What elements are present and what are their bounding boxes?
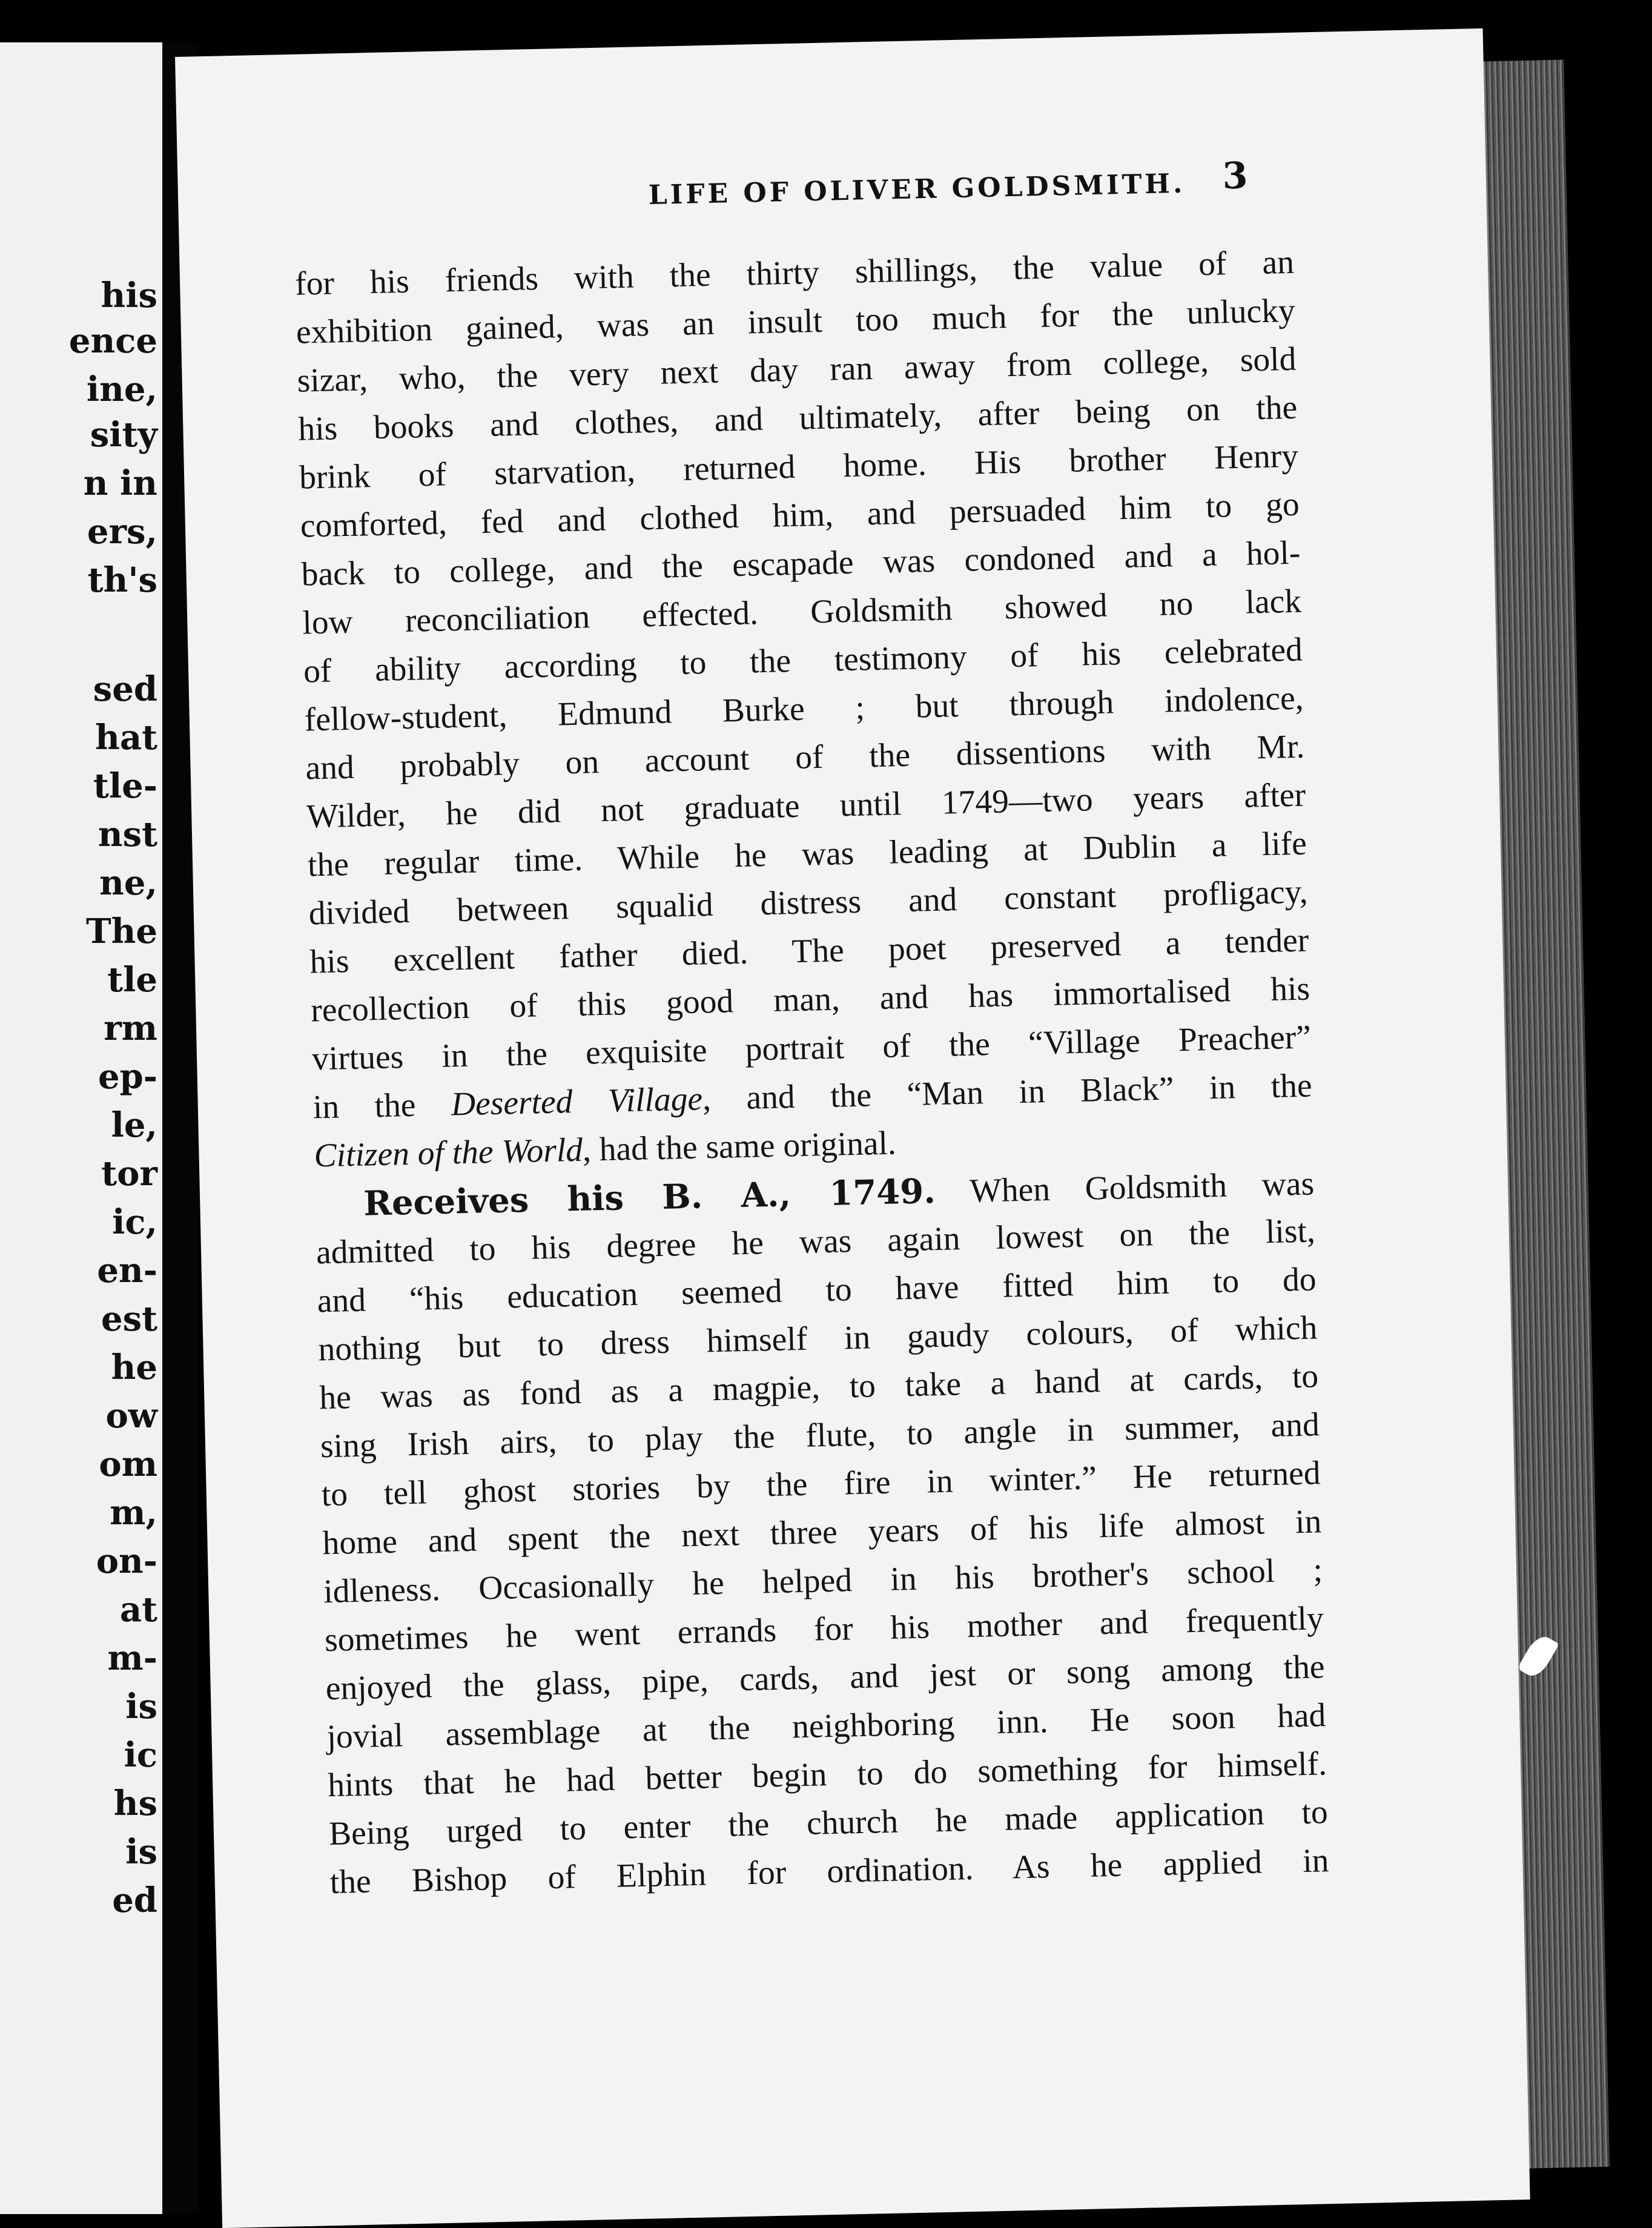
text-line: sing Irish airs, to play the flute, to angle in summer, and <box>320 1406 1320 1466</box>
left-page-fragment: ne, <box>99 863 157 903</box>
text-line: exhibition gained, was an insult too much for the unlucky <box>296 292 1296 351</box>
left-page-fragment: ine, <box>86 369 157 409</box>
section-first-line: Receives his B. A., 1749. When Goldsmith was <box>363 1165 1315 1224</box>
body-text <box>294 239 1329 1907</box>
text-line: brink of starvation, returned home. His brother Henry <box>299 437 1299 497</box>
text-line: divided between squalid distress and constant profligacy, <box>308 873 1309 933</box>
text-line: Being urged to enter the church he made application to <box>328 1794 1329 1853</box>
left-page-fragment: ep- <box>97 1057 157 1097</box>
left-page-fragment: is <box>125 1832 157 1872</box>
left-page-fragment: sed <box>93 669 157 709</box>
left-page-fragment: hs <box>113 1783 157 1823</box>
left-page-fragment: tle <box>107 960 157 1000</box>
left-page-fragment: is <box>125 1687 157 1727</box>
left-page-fragment: sity <box>90 415 157 455</box>
text-line: hints that he had better begin to do something for himself. <box>327 1745 1327 1805</box>
text-line: and “his education seemed to have fitted him to do <box>317 1261 1317 1320</box>
left-page-fragment: n in <box>83 463 157 503</box>
left-page-fragment: he <box>111 1347 157 1387</box>
left-page-fragment: at <box>119 1590 157 1630</box>
left-page-fragment: le, <box>111 1105 157 1145</box>
left-page-fragment: his <box>101 276 157 316</box>
left-page-fragment: rm <box>104 1008 157 1048</box>
text-line: of ability according to the testimony of his celebrated <box>303 631 1303 690</box>
paragraph-1 <box>294 239 1311 1084</box>
text-line: fellow-student, Edmund Burke ; but through indolence, <box>304 679 1304 739</box>
page-number: 3 <box>1221 154 1249 198</box>
text-line: enjoyed the glass, pipe, cards, and jest or song among the <box>325 1648 1326 1708</box>
text-line: recollection of this good man, and has immortalised his <box>310 970 1310 1030</box>
left-page-fragment: en- <box>97 1251 157 1291</box>
running-head: LIFE OF OLIVER GOLDSMITH. <box>648 168 1186 211</box>
left-page-fragment: tle- <box>93 766 157 806</box>
italic-title: Deserted Village <box>451 1080 703 1123</box>
left-page-fragment: ence <box>68 321 157 361</box>
text-line: to tell ghost stories by the fire in winter.” He returned <box>321 1455 1321 1514</box>
left-page-fragment: m- <box>107 1638 157 1678</box>
left-page-fragment: nst <box>97 815 157 855</box>
text-line: in the Deserted Village, and the “Man in Black” in the <box>312 1067 1313 1126</box>
left-page-fragment: th's <box>87 560 157 600</box>
text-line: home and spent the next three years of his life almost in <box>322 1503 1322 1562</box>
left-page-fragment: ers, <box>87 512 157 552</box>
text-line: sometimes he went errands for his mother and frequently <box>324 1600 1324 1659</box>
left-page-fragment: The <box>85 911 157 951</box>
left-page-fragment: m, <box>110 1493 157 1533</box>
right-page <box>175 28 1530 2228</box>
text-line: jovial assemblage at the neighboring inn. He soon had <box>326 1697 1326 1756</box>
text-line: idleness. Occasionally he helped in his brother's school ; <box>323 1552 1323 1611</box>
text-line: comforted, fed and clothed him, and persuaded him to go <box>300 486 1300 545</box>
text-line: the regular time. While he was leading at Dublin a life <box>307 825 1307 884</box>
text-line: Wilder, he did not graduate until 1749—two years after <box>306 776 1306 836</box>
left-page-fragment: on- <box>96 1541 157 1581</box>
text-line: and probably on account of the dissentions with Mr. <box>305 728 1305 787</box>
left-page-fragment: ic <box>124 1735 157 1775</box>
left-page-fragment: om <box>99 1444 157 1484</box>
left-page-fragment: ic, <box>112 1202 157 1242</box>
section-heading: Receives his B. A., 1749. <box>363 1171 936 1224</box>
paragraph-2 <box>316 1207 1329 1907</box>
text-line: he was as fond as a magpie, to take a hand at cards, to <box>319 1358 1319 1417</box>
italic-title: Citizen of the World <box>313 1131 583 1175</box>
text-line: back to college, and the escapade was condoned and a hol- <box>301 534 1301 593</box>
left-page <box>0 42 162 2214</box>
text-line: low reconciliation effected. Goldsmith showed no lack <box>302 583 1302 642</box>
text-line: admitted to his degree he was again lowest on the list, <box>316 1212 1316 1272</box>
text-line: sizar, who, the very next day ran away from college, sold <box>297 340 1297 400</box>
left-page-fragment: est <box>101 1299 157 1339</box>
text-line: virtues in the exquisite portrait of the “Village Preacher” <box>311 1019 1312 1078</box>
text-line: for his friends with the thirty shillings, the value of an <box>294 243 1295 303</box>
text-line: Citizen of the World, had the same original. <box>313 1125 897 1175</box>
left-page-fragment: hat <box>95 718 157 758</box>
left-page-fragment: ow <box>105 1396 157 1436</box>
left-page-fragment: tor <box>101 1154 157 1194</box>
left-page-fragment: ed <box>112 1880 157 1920</box>
text-line: the Bishop of Elphin for ordination. As he applied in <box>329 1842 1330 1902</box>
text-line: his excellent father died. The poet preserved a tender <box>309 922 1309 981</box>
text-line: his books and clothes, and ultimately, after being on the <box>297 389 1298 448</box>
text-line: nothing but to dress himself in gaudy colours, of which <box>317 1309 1318 1369</box>
